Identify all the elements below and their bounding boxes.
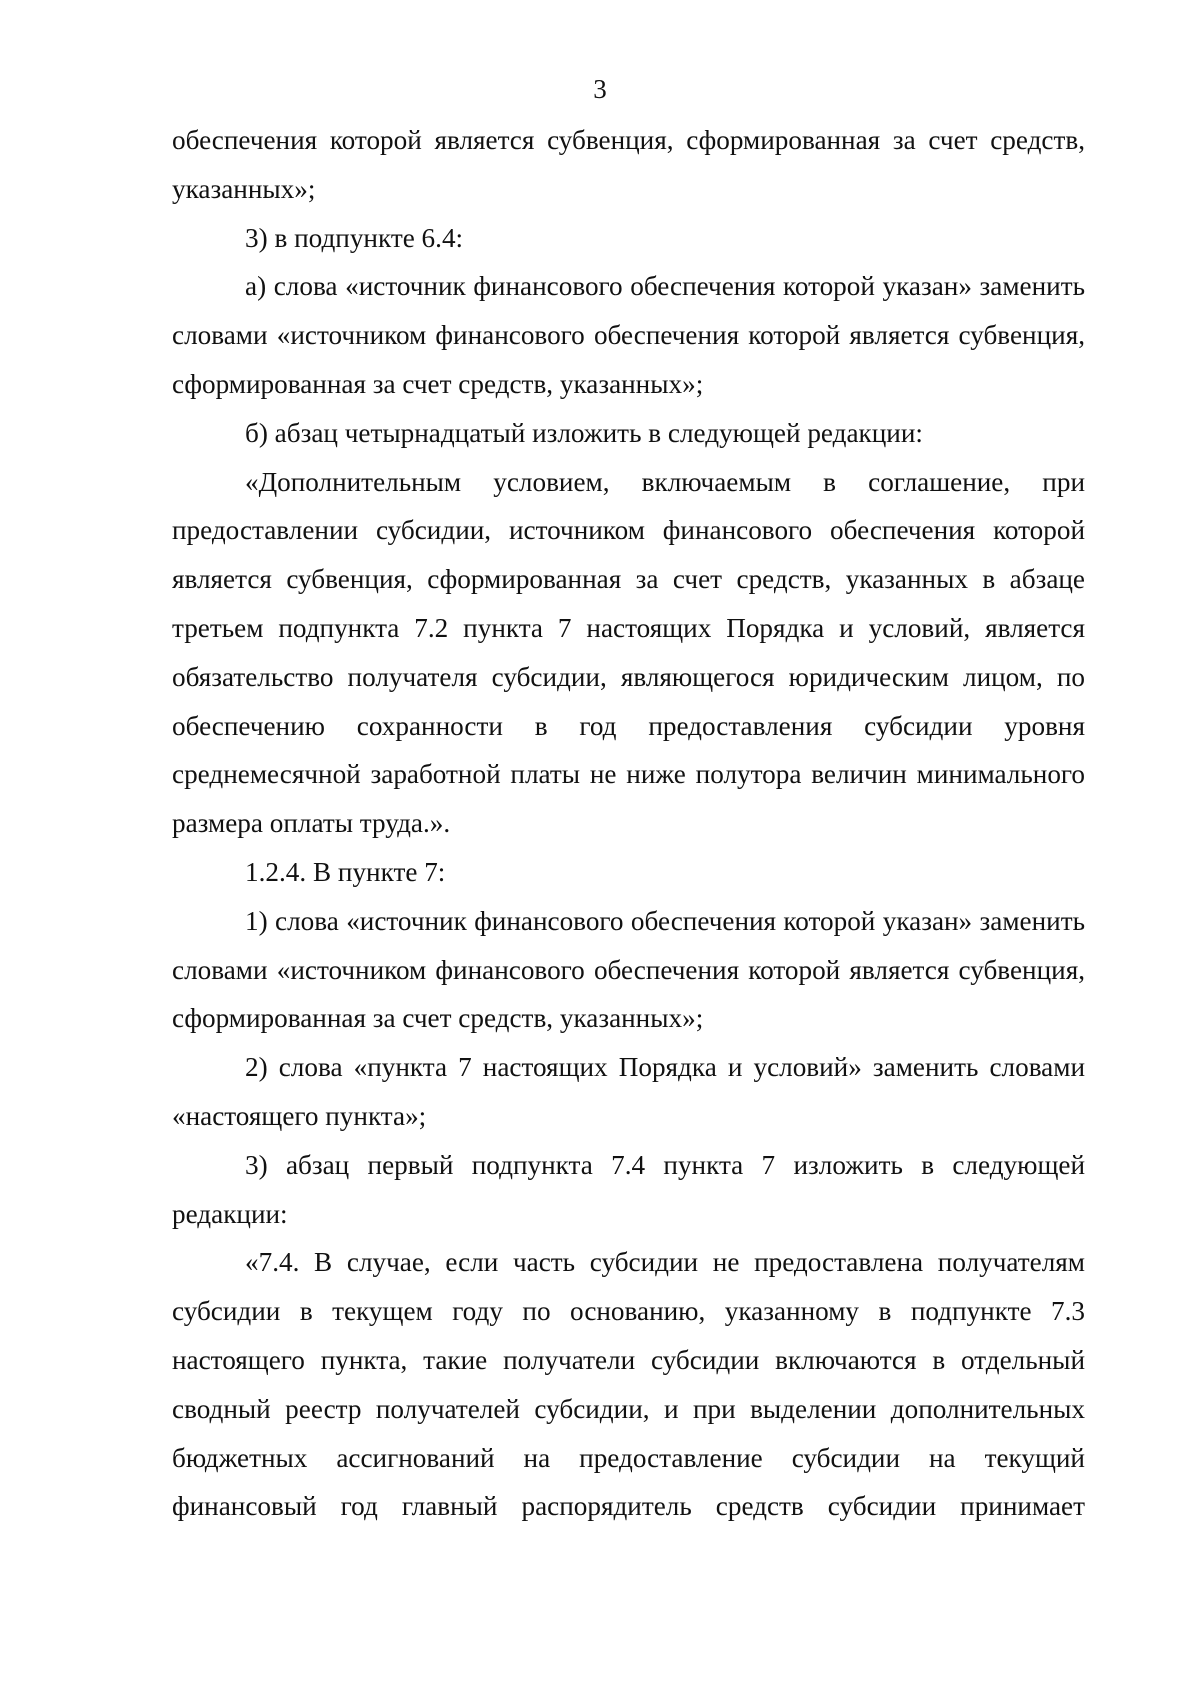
- paragraph-item-1: 1) слова «источник финансового обеспечения которой указан» заменить словами «источником финансового обеспечения которой является субвенция, сформированная за счет средств, указанных»;: [172, 905, 1085, 1034]
- paragraph-item-3: 3) абзац первый подпункта 7.4 пункта 7 изложить в следующей редакции:: [172, 1149, 1085, 1229]
- page-number: 3: [593, 74, 607, 104]
- paragraph-subitem-b: б) абзац четырнадцатый изложить в следующей редакции:: [245, 417, 923, 448]
- paragraph-quoted-7-4: «7.4. В случае, если часть субсидии не предоставлена получателям субсидии в текущем году по основанию, указанному в подпункте 7.3 настоящего пункта, такие получатели субсидии включаются в отдельный сводный реестр получателей субсидии, и при выделении дополнительных бюджетных ассигнований на предоставление субсидии на текущий финансовый год главный распорядитель средств субсидии принимает: [172, 1247, 1085, 1522]
- paragraph-item-2: 2) слова «пункта 7 настоящих Порядка и условий» заменить словами «настоящего пункта»;: [172, 1052, 1085, 1131]
- paragraph-section-1-2-4: 1.2.4. В пункте 7:: [245, 856, 446, 887]
- paragraph-subitem-a: а) слова «источник финансового обеспечения которой указан» заменить словами «источником финансового обеспечения которой является субвенция, сформированная за счет средств, указанных»;: [172, 271, 1085, 399]
- paragraph-quoted-condition: «Дополнительным условием, включаемым в соглашение, при предоставлении субсидии, источником финансового обеспечения которой является субвенция, сформированная за счет средств, указанных в абзаце третьем подпункта 7.2 пункта 7 настоящих Порядка и условий, является обязательство получателя субсидии, являющегося юридическим лицом, по обеспечению сохранности в год предоставления субсидии уровня среднемесячной заработной платы не ниже полутора величин минимального размера оплаты труда.».: [172, 466, 1085, 839]
- paragraph-continuation: обеспечения которой является субвенция, сформированная за счет средств, указанных»;: [172, 125, 1085, 204]
- document-body: [172, 116, 1085, 1531]
- paragraph-subitem-3: 3) в подпункте 6.4:: [245, 222, 464, 253]
